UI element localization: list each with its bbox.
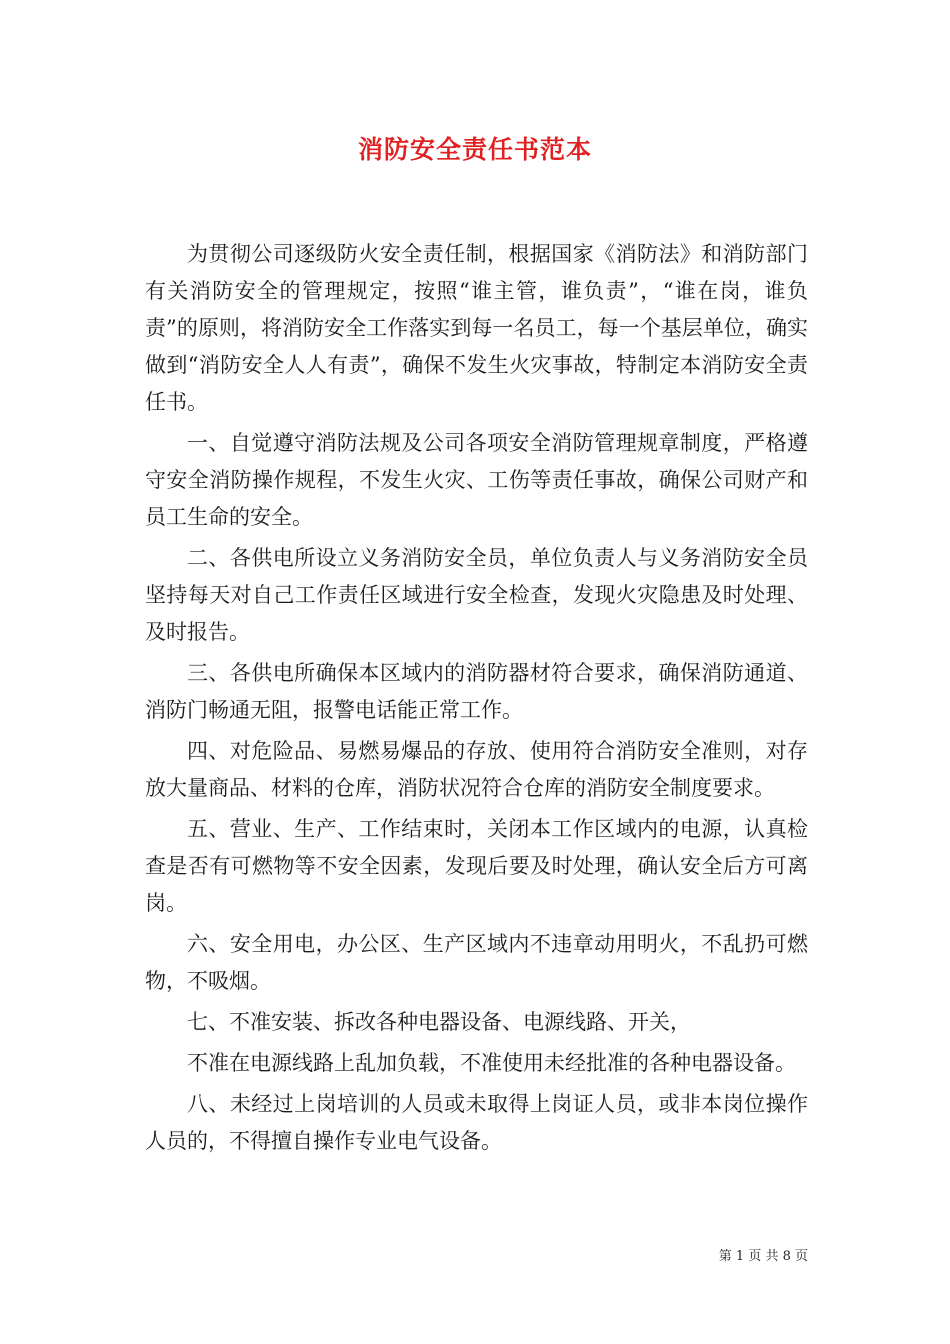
clause-8-paragraph: 八、未经过上岗培训的人员或未取得上岗证人员，或非本岗位操作人员的，不得擅自操作专业电气设备。 (145, 1092, 808, 1153)
clause-4-paragraph: 四、对危险品、易燃易爆品的存放、使用符合消防安全准则，对存放大量商品、材料的仓库，消防状况符合仓库的消防安全制度要求。 (145, 739, 808, 800)
clause-2-paragraph: 二、各供电所设立义务消防安全员，单位负责人与义务消防安全员坚持每天对自己工作责任区域进行安全检查，发现火灾隐患及时处理、及时报告。 (145, 546, 808, 644)
clause-3-paragraph: 三、各供电所确保本区域内的消防器材符合要求，确保消防通道、消防门畅通无阻，报警电话能正常工作。 (145, 661, 808, 722)
clause-6-paragraph: 六、安全用电，办公区、生产区域内不违章动用明火，不乱扔可燃物，不吸烟。 (145, 932, 808, 993)
document-title: 消防安全责任书范本 (357, 135, 592, 164)
document-body (145, 236, 808, 1160)
page-number: 第 1 页 共 8 页 (718, 1249, 808, 1264)
clause-1-paragraph: 一、自觉遵守消防法规及公司各项安全消防管理规章制度，严格遵守安全消防操作规程，不发生火灾、工伤等责任事故，确保公司财产和员工生命的安全。 (145, 431, 808, 529)
intro-paragraph: 为贯彻公司逐级防火安全责任制，根据国家《消防法》和消防部门有关消防安全的管理规定，按照“谁主管，谁负责”，“谁在岗，谁负责”的原则，将消防安全工作落实到每一名员工，每一个基层单位，确实做到“消防安全人人有责”，确保不发生火灾事故，特制定本消防安全责任书。 (145, 242, 808, 414)
clause-7-paragraph: 七、不准安装、拆改各种电器设备、电源线路、开关， (187, 1010, 691, 1034)
clause-7-continued-paragraph: 不准在电源线路上乱加负载，不准使用未经批准的各种电器设备。 (187, 1051, 796, 1075)
clause-5-paragraph: 五、营业、生产、工作结束时，关闭本工作区域内的电源，认真检查是否有可燃物等不安全因素，发现后要及时处理，确认安全后方可离岗。 (145, 817, 808, 915)
